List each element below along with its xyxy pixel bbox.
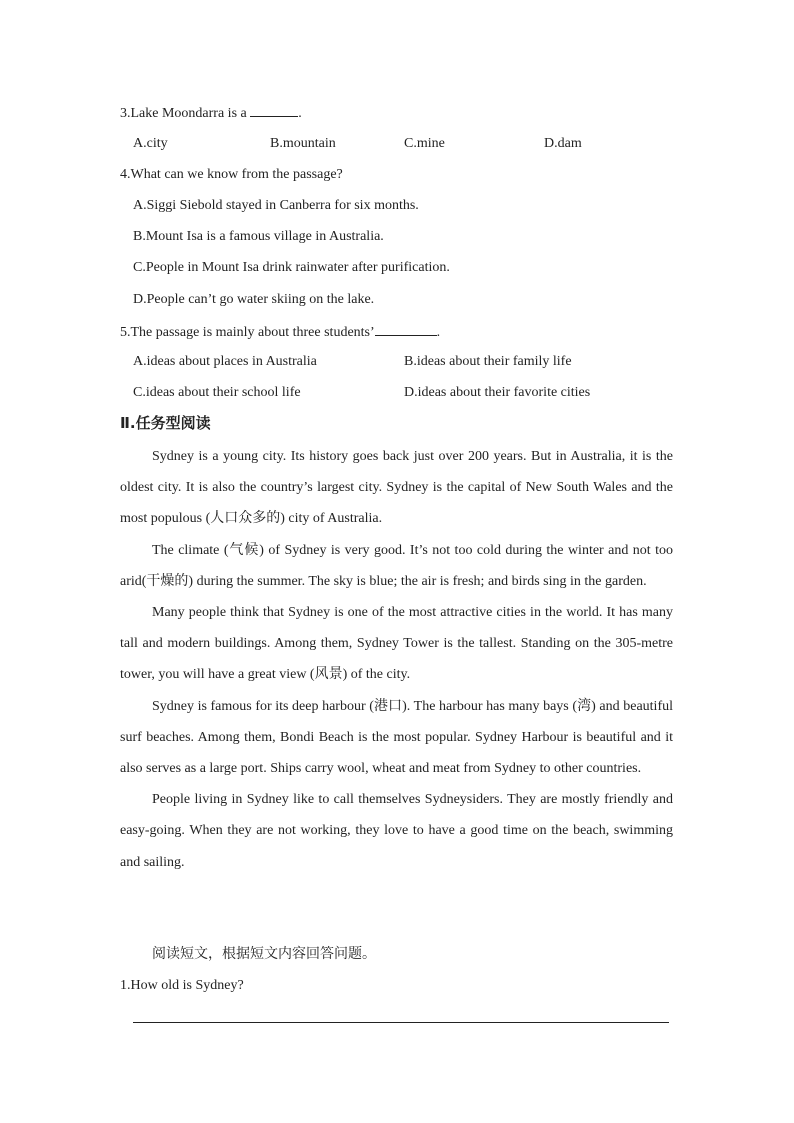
answer-blank[interactable] [375,321,437,336]
reading-passage [120,441,673,878]
q3-option-a: A.city [133,136,168,151]
q5-option-b: B.ideas about their family life [404,354,572,369]
q4-option-b: B.Mount Isa is a famous village in Australia. [133,229,384,244]
passage-paragraph-5: People living in Sydney like to call themselves Sydneysiders. They are mostly friendly and easy-going. When they are not working, they love to have a good time on the beach, swimming and sailing. [120,792,673,870]
question-5 [120,321,440,343]
question-5-end: . [436,325,441,340]
answer-line[interactable] [133,1022,669,1023]
passage-paragraph-4: Sydney is famous for its deep harbour (港口). The harbour has many bays (湾) and beautiful surf beaches. Among them, Bondi Beach is the most popular. Sydney Harbour is beautiful and it also serves as a large port. Ships carry wool, wheat and meat from Sydney to other countries. [120,698,673,777]
question-3 [120,102,302,124]
q4-option-a: A.Siggi Siebold stayed in Canberra for six months. [133,198,419,213]
q3-option-d: D.dam [544,136,582,151]
q4-option-c: C.People in Mount Isa drink rainwater after purification. [133,260,450,275]
section-heading: Ⅱ.任务型阅读 [120,414,211,432]
passage-paragraph-1: Sydney is a young city. Its history goes back just over 200 years. But in Australia, it is the oldest city. It is also the country’s largest city. Sydney is the capital of New South Wales and the most populous (人口众多的) city of Australia. [120,449,673,527]
task-question-1: 1.How old is Sydney? [120,978,244,993]
question-3-end: . [298,106,302,121]
question-3-stem: 3.Lake Moondarra is a [120,106,247,121]
q5-option-d: D.ideas about their favorite cities [404,385,591,400]
question-4-stem: 4.What can we know from the passage? [120,167,343,182]
q3-option-c: C.mine [404,136,445,151]
q5-option-a: A.ideas about places in Australia [133,354,317,369]
task-instruction: 阅读短文，根据短文内容回答问题。 [152,946,376,962]
passage-paragraph-3: Many people think that Sydney is one of the most attractive cities in the world. It has many tall and modern buildings. Among them, Sydney Tower is the tallest. Standing on the 305-metre tower, you will have a great view (风景) of the city. [120,605,673,683]
passage-paragraph-2: The climate (气候) of Sydney is very good. It’s not too cold during the winter and not too arid(干燥的) during the summer. The sky is blue; the air is fresh; and birds sing in the garden. [120,542,673,589]
question-5-stem: 5.The passage is mainly about three students’ [120,325,375,340]
q5-option-c: C.ideas about their school life [133,385,301,400]
answer-blank[interactable] [250,102,298,117]
q4-option-d: D.People can’t go water skiing on the lake. [133,292,375,307]
q3-option-b: B.mountain [270,136,336,151]
